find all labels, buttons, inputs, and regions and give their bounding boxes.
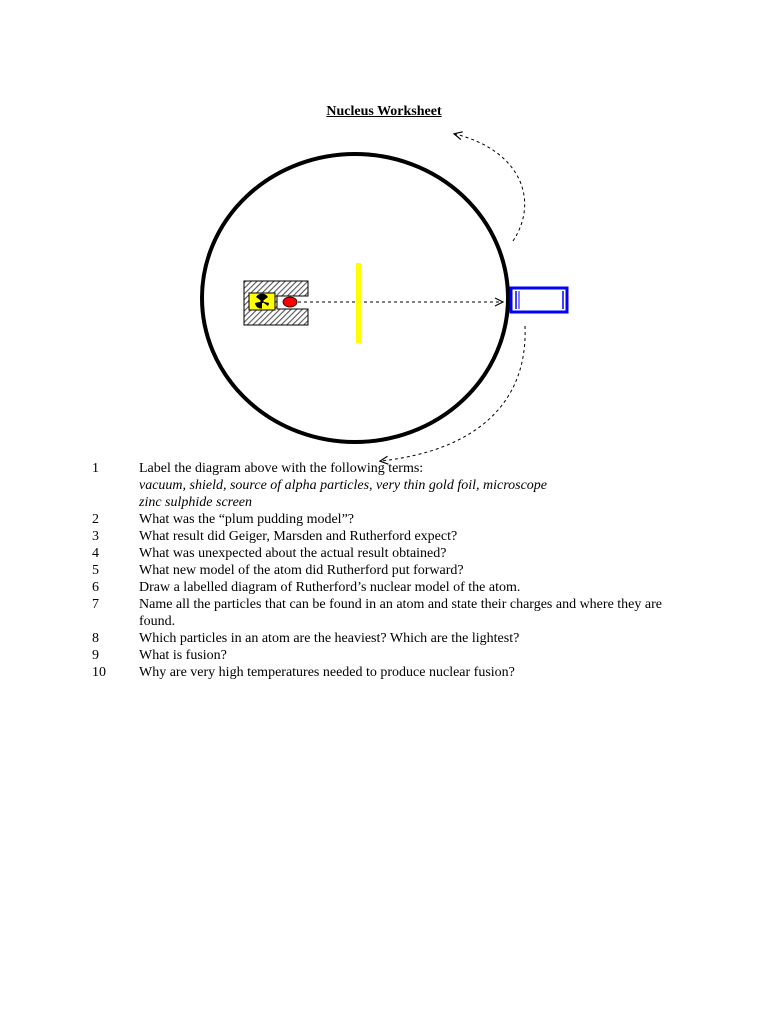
question-number: 7	[92, 597, 99, 612]
alpha-particle	[283, 297, 297, 307]
question-text: What was unexpected about the actual result obtained?	[139, 546, 447, 561]
worksheet-title: Nucleus Worksheet	[326, 104, 442, 119]
question-text: What is fusion?	[139, 648, 227, 663]
question-text: Draw a labelled diagram of Rutherford’s nuclear model of the atom.	[139, 580, 521, 595]
question-number: 6	[92, 580, 99, 595]
gold-foil	[356, 263, 361, 343]
question-item	[92, 596, 692, 630]
question-number: 8	[92, 631, 99, 646]
microscope	[511, 288, 567, 312]
question-item	[92, 630, 692, 647]
question-text: Name all the particles that can be found in an atom and state their charges and where they are found.	[139, 597, 662, 629]
question-item	[92, 647, 692, 664]
question-number: 5	[92, 563, 99, 578]
question-item	[92, 562, 692, 579]
alpha-source-radiation-icon	[249, 293, 275, 310]
question-item	[92, 460, 692, 511]
question-text: What result did Geiger, Marsden and Rutherford expect?	[139, 529, 458, 544]
terms-list-line-2: zinc sulphide screen	[139, 495, 253, 510]
question-number: 3	[92, 529, 99, 544]
question-number: 10	[92, 665, 106, 680]
question-item	[92, 545, 692, 562]
question-number: 4	[92, 546, 99, 561]
terms-list-line-1: vacuum, shield, source of alpha particles, very thin gold foil, microscope	[139, 478, 548, 493]
question-item	[92, 511, 692, 528]
question-list	[92, 460, 692, 681]
rutherford-apparatus-diagram	[0, 0, 768, 470]
question-text: Label the diagram above with the following terms:	[139, 461, 424, 476]
question-text: Which particles in an atom are the heaviest? Which are the lightest?	[139, 631, 520, 646]
question-item	[92, 528, 692, 545]
question-item	[92, 664, 692, 681]
question-item	[92, 579, 692, 596]
microscope-rotation-arrow-down	[381, 326, 525, 461]
question-text: Why are very high temperatures needed to produce nuclear fusion?	[139, 665, 515, 680]
question-number: 2	[92, 512, 99, 527]
question-number: 9	[92, 648, 99, 663]
question-number: 1	[92, 461, 99, 476]
question-text: What new model of the atom did Rutherford put forward?	[139, 563, 464, 578]
microscope-rotation-arrow-up	[455, 134, 525, 241]
question-text: What was the “plum pudding model”?	[139, 512, 354, 527]
